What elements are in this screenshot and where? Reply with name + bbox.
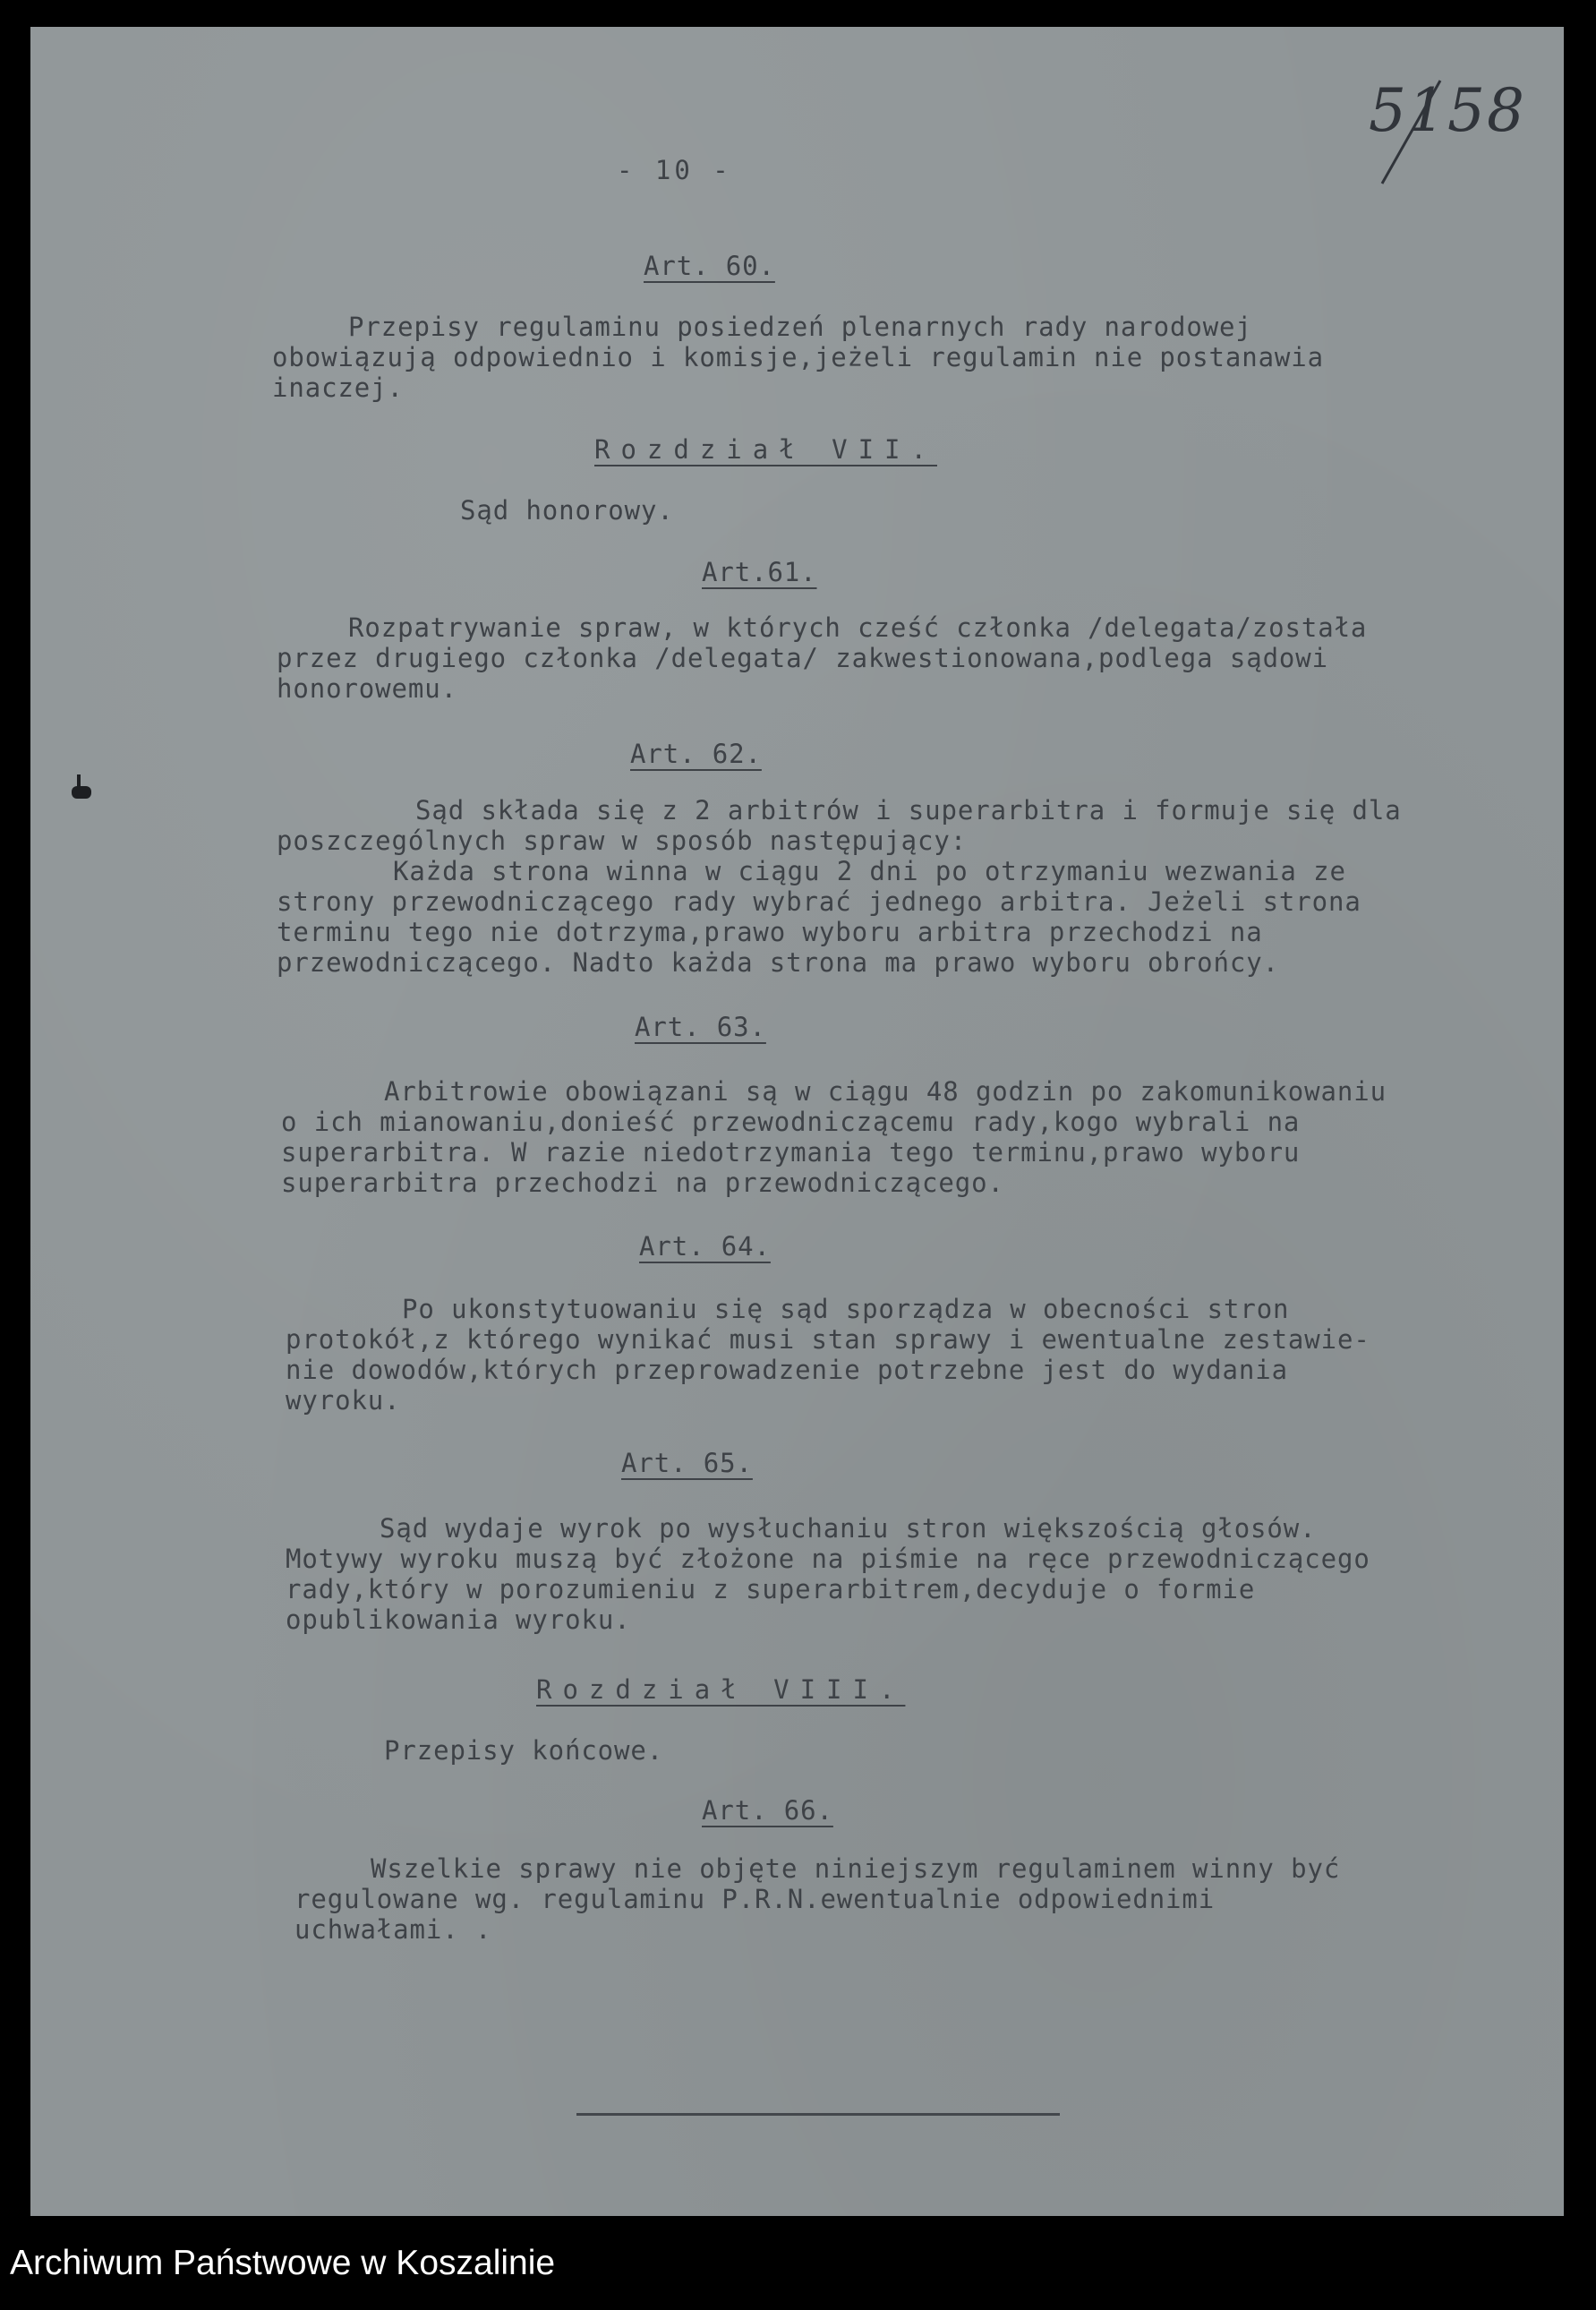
chapter-7-heading: Rozdział VII.: [594, 434, 937, 465]
page-number: - 10 -: [617, 155, 732, 185]
document-page: [30, 27, 1564, 2216]
article-62-heading: Art. 62.: [630, 739, 762, 769]
article-65-line-2: Motywy wyroku muszą być złożone na piśmie na ręce przewodniczącego: [286, 1544, 1370, 1574]
article-60-line-1: Przepisy regulaminu posiedzeń plenarnych rady narodowej: [348, 312, 1252, 342]
article-64-line-2: protokół,z którego wynikać musi stan sprawy i ewentualne zestawie-: [286, 1324, 1370, 1355]
article-62-line-3: Każda strona winna w ciągu 2 dni po otrzymaniu wezwania ze: [393, 856, 1346, 886]
article-63-line-2: o ich mianowaniu,donieść przewodniczącemu rady,kogo wybrali na: [281, 1107, 1301, 1137]
article-64-line-3: nie dowodów,których przeprowadzenie potrzebne jest do wydania: [286, 1355, 1288, 1385]
handwritten-slash-mark: [30, 27, 1564, 206]
article-66-line-1: Wszelkie sprawy nie objęte niniejszym regulaminem winny być: [371, 1853, 1341, 1884]
article-66-line-2: regulowane wg. regulaminu P.R.N.ewentualnie odpowiednimi: [294, 1884, 1216, 1914]
chapter-8-subtitle: Przepisy końcowe.: [384, 1735, 664, 1766]
end-rule: [576, 2113, 1060, 2116]
article-64-line-1: Po ukonstytuowaniu się sąd sporządza w obecności stron: [402, 1294, 1290, 1324]
archive-footer-bar: [0, 2222, 1596, 2310]
article-66-heading: Art. 66.: [702, 1795, 833, 1826]
article-61-heading: Art.61.: [702, 557, 817, 587]
article-61-line-1: Rozpatrywanie spraw, w których cześć członka /delegata/została: [348, 612, 1368, 643]
article-62-line-6: przewodniczącego. Nadto każda strona ma prawo wyboru obrońcy.: [277, 947, 1279, 978]
article-61-line-3: honorowemu.: [277, 673, 457, 704]
article-65-heading: Art. 65.: [621, 1448, 753, 1478]
edge-tear-mark: [77, 774, 81, 787]
chapter-7-subtitle: Sąd honorowy.: [460, 495, 674, 526]
article-64-heading: Art. 64.: [639, 1231, 771, 1262]
article-63-heading: Art. 63.: [635, 1012, 766, 1042]
archive-name: Archiwum Państwowe w Koszalinie: [10, 2244, 556, 2282]
article-66-line-3: uchwałami. .: [294, 1914, 492, 1945]
article-61-line-2: przez drugiego członka /delegata/ zakwestionowana,podlega sądowi: [277, 643, 1329, 673]
handwritten-archive-number: 5158: [1369, 76, 1526, 145]
article-65-line-3: rady,który w porozumieniu z superarbitrem,decyduje o formie: [286, 1574, 1256, 1604]
chapter-8-heading: Rozdział VIII.: [536, 1674, 906, 1705]
article-60-line-2: obowiązują odpowiednio i komisje,jeżeli regulamin nie postanawia: [272, 342, 1325, 372]
article-64-line-4: wyroku.: [286, 1385, 401, 1416]
article-63-line-3: superarbitra. W razie niedotrzymania tego terminu,prawo wyboru: [281, 1137, 1301, 1168]
article-65-line-1: Sąd wydaje wyrok po wysłuchaniu stron większością głosów.: [380, 1513, 1317, 1544]
article-63-line-1: Arbitrowie obowiązani są w ciągu 48 godzin po zakomunikowaniu: [384, 1076, 1387, 1107]
article-65-line-4: opublikowania wyroku.: [286, 1604, 631, 1635]
article-62-line-5: terminu tego nie dotrzyma,prawo wyboru arbitra przechodzi na: [277, 917, 1263, 947]
punch-hole-mark: [72, 786, 91, 799]
article-62-line-4: strony przewodniczącego rady wybrać jednego arbitra. Jeżeli strona: [277, 886, 1361, 917]
article-60-line-3: inaczej.: [272, 372, 404, 403]
article-62-line-2: poszczególnych spraw w sposób następujący:: [277, 826, 968, 856]
article-63-line-4: superarbitra przechodzi na przewodniczącego.: [281, 1168, 1004, 1198]
article-62-line-1: Sąd składa się z 2 arbitrów i superarbitra i formuje się dla: [415, 795, 1402, 826]
article-60-heading: Art. 60.: [644, 251, 775, 281]
